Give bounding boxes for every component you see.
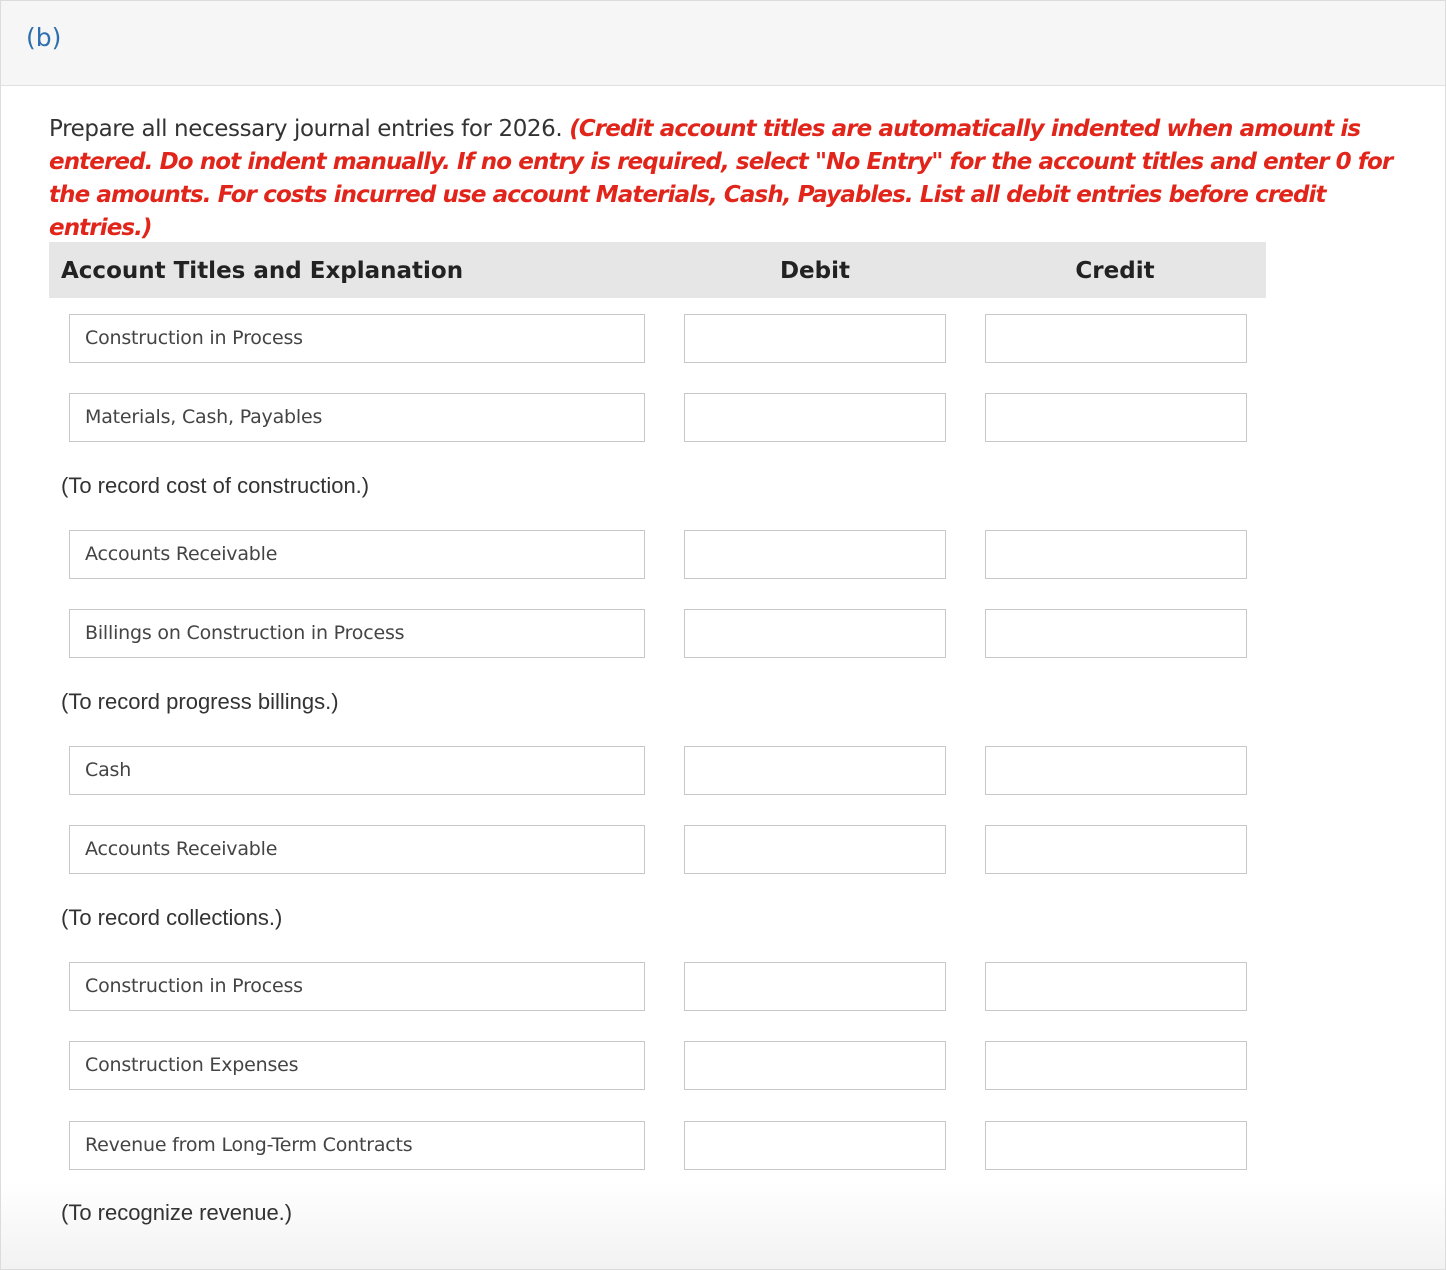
debit-amount-field[interactable] (684, 1041, 946, 1090)
account-title-field[interactable]: Construction Expenses (69, 1041, 645, 1090)
debit-amount-field[interactable] (684, 609, 946, 658)
account-title-field[interactable]: Billings on Construction in Process (69, 609, 645, 658)
credit-amount-field[interactable] (985, 609, 1247, 658)
column-header-credit: Credit (1075, 258, 1155, 284)
debit-amount-field[interactable] (684, 393, 946, 442)
account-title-field[interactable]: Construction in Process (69, 314, 645, 363)
credit-amount-field[interactable] (985, 393, 1247, 442)
debit-amount-field[interactable] (684, 1121, 946, 1170)
credit-amount-field[interactable] (985, 1121, 1247, 1170)
instructions (49, 113, 1409, 245)
instructions-emphasis: (Credit account titles are automatically indented when amount is entered. Do not indent manually. If no entry is required, select "No Entry" for the account titles and enter 0 for the amounts. For costs incurred use account Materials, Cash, Payables. List all debit entries before credit entries.) (49, 116, 1393, 241)
credit-amount-field[interactable] (985, 314, 1247, 363)
account-title-field[interactable]: Materials, Cash, Payables (69, 393, 645, 442)
entry-explanation: (To record progress billings.) (61, 689, 339, 714)
account-title-field[interactable]: Revenue from Long-Term Contracts (69, 1121, 645, 1170)
credit-amount-field[interactable] (985, 530, 1247, 579)
entry-explanation: (To record collections.) (61, 905, 283, 930)
debit-amount-field[interactable] (684, 314, 946, 363)
table-header (49, 242, 1266, 298)
debit-amount-field[interactable] (684, 530, 946, 579)
credit-amount-field[interactable] (985, 1041, 1247, 1090)
column-header-account: Account Titles and Explanation (61, 258, 464, 284)
debit-amount-field[interactable] (684, 962, 946, 1011)
account-title-field[interactable]: Accounts Receivable (69, 530, 645, 579)
debit-amount-field[interactable] (684, 825, 946, 874)
part-header (1, 1, 1445, 86)
column-header-debit: Debit (779, 258, 851, 284)
credit-amount-field[interactable] (985, 825, 1247, 874)
entry-explanation: (To record cost of construction.) (61, 473, 370, 498)
part-label: (b) (26, 23, 62, 52)
instructions-text: Prepare all necessary journal entries for 2026. (49, 116, 570, 142)
credit-amount-field[interactable] (985, 746, 1247, 795)
account-title-field[interactable]: Cash (69, 746, 645, 795)
entry-explanation: (To recognize revenue.) (61, 1200, 293, 1225)
debit-amount-field[interactable] (684, 746, 946, 795)
account-title-field[interactable]: Accounts Receivable (69, 825, 645, 874)
account-title-field[interactable]: Construction in Process (69, 962, 645, 1011)
credit-amount-field[interactable] (985, 962, 1247, 1011)
